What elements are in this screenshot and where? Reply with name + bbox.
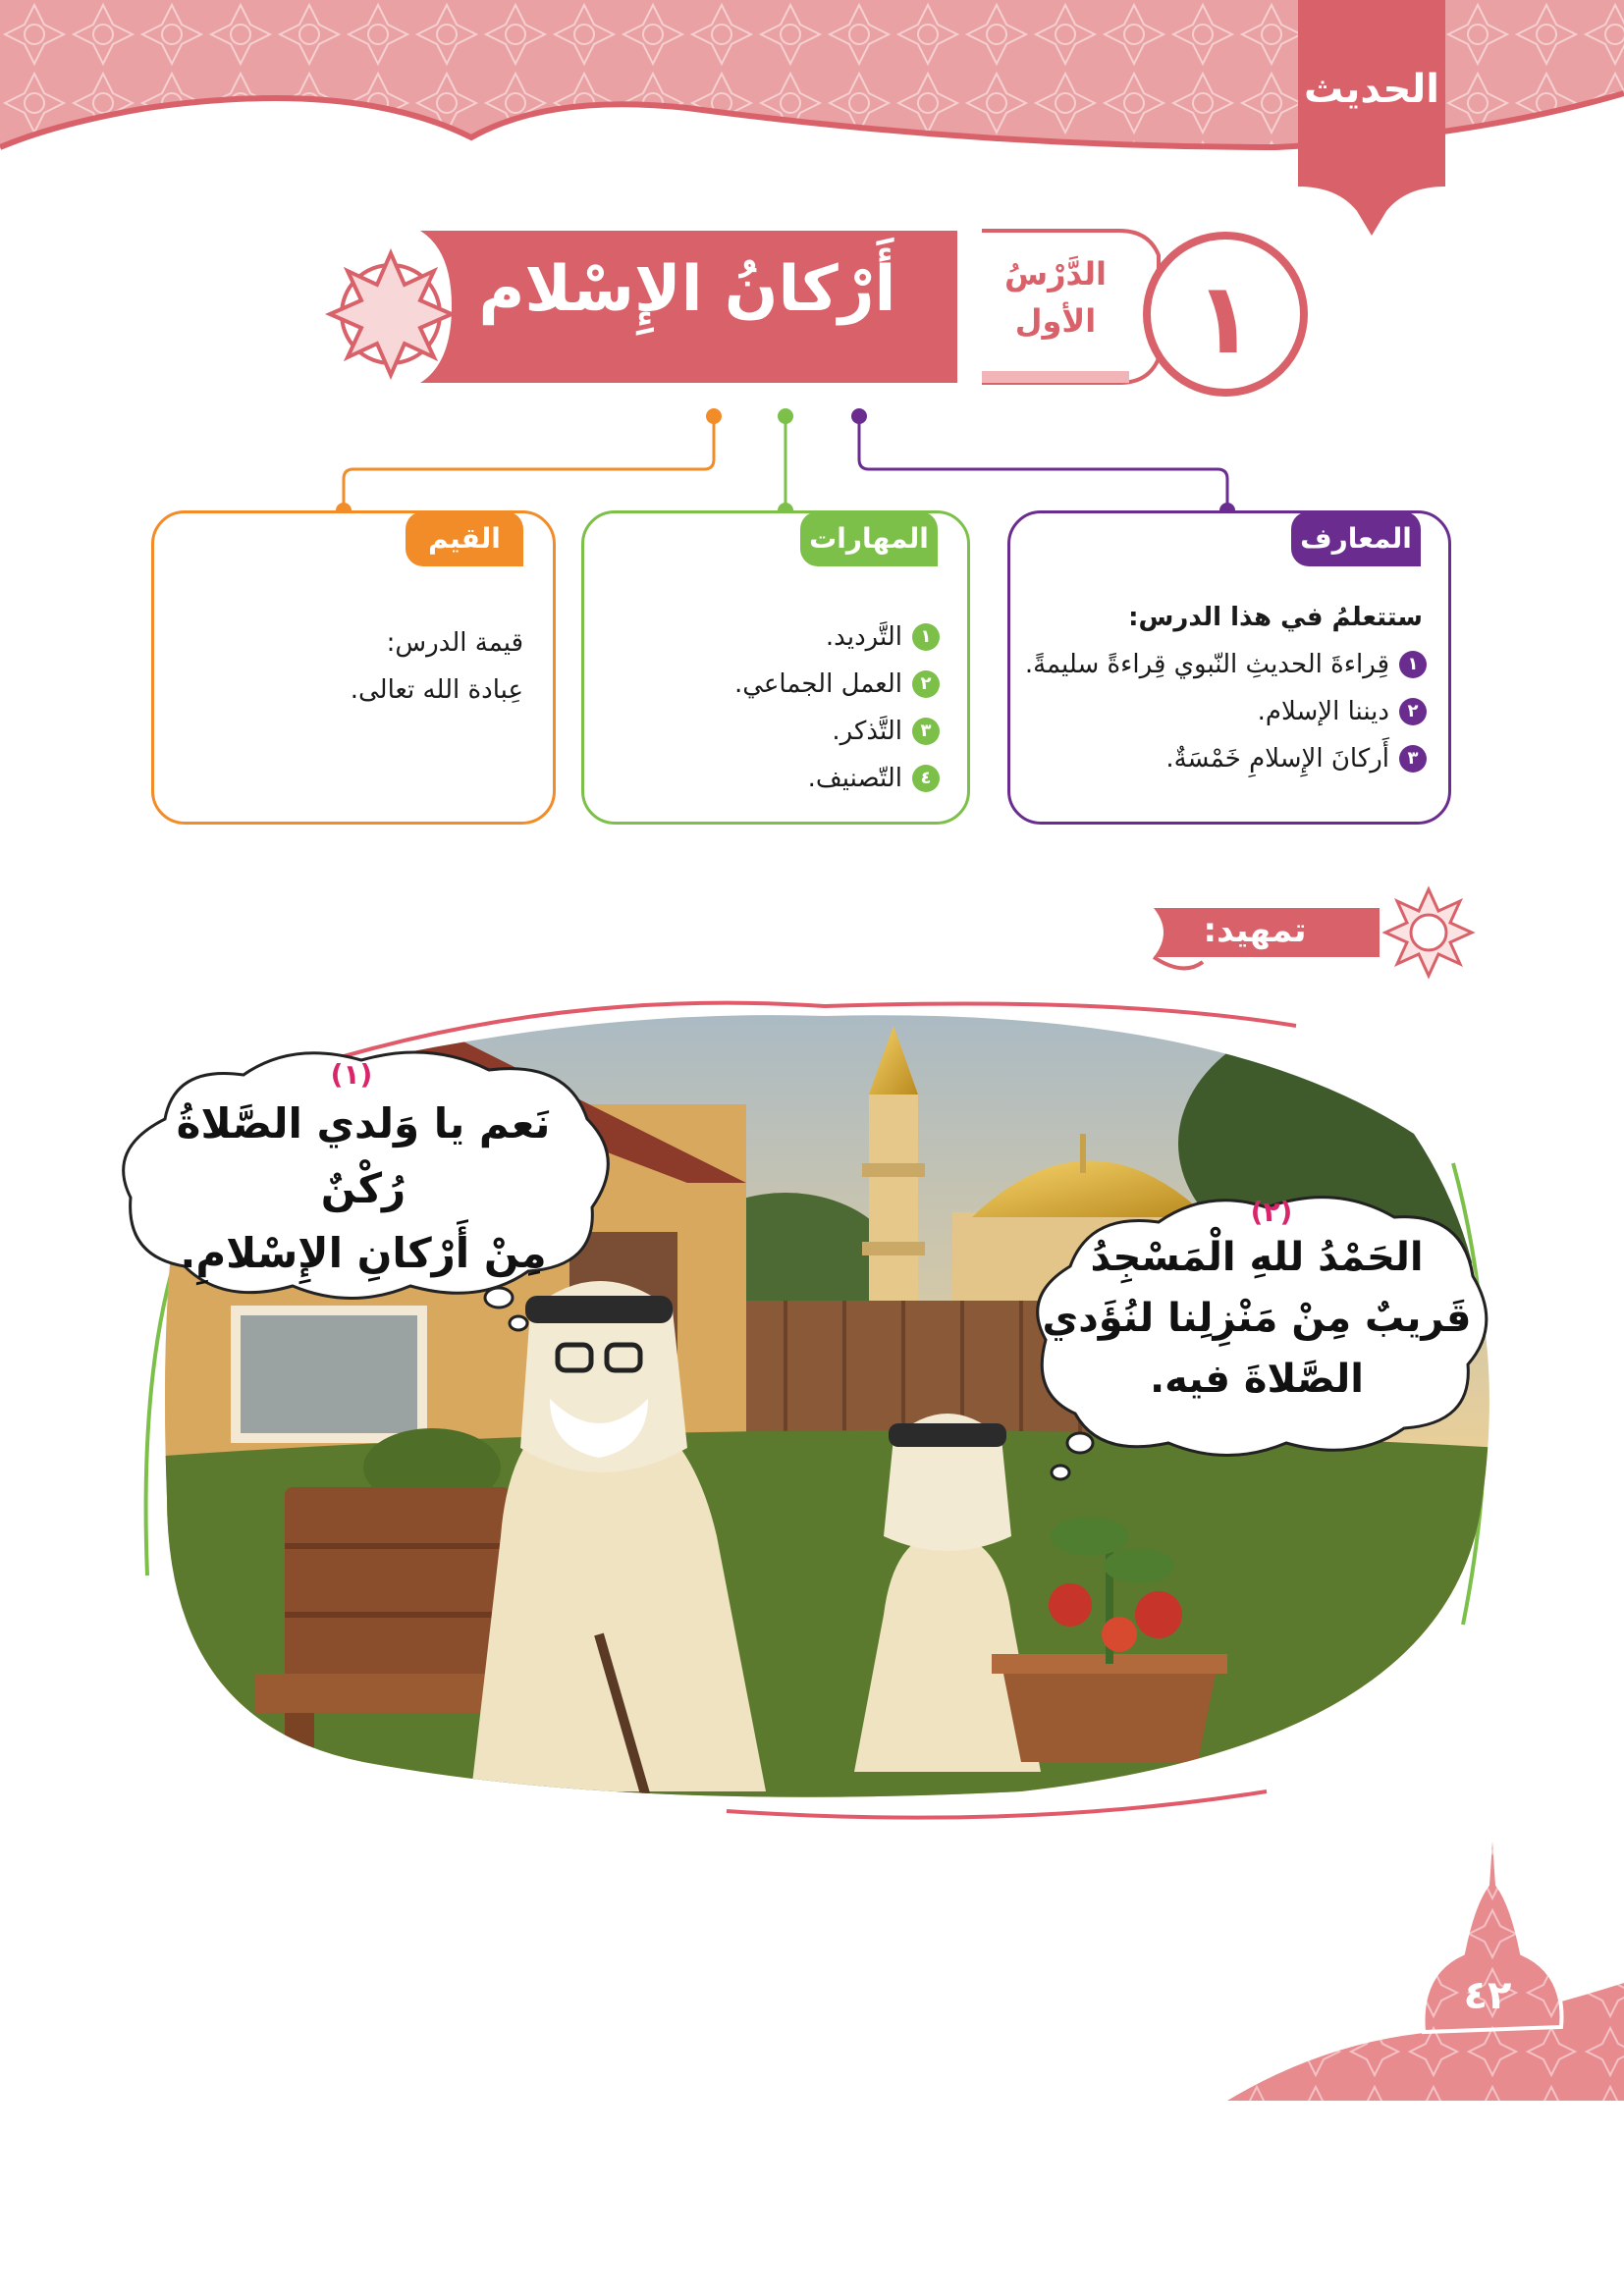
knowledge-intro: ستتعلمُ في هذا الدرس: — [1128, 603, 1423, 632]
bubble-2-number: (٢) — [1250, 1196, 1293, 1228]
bubble-2-text — [1041, 1227, 1473, 1410]
connector-lines — [324, 402, 1257, 520]
intro-label: تمهيد: — [1203, 911, 1307, 950]
skills-item-text: التّصنيف. — [807, 764, 902, 793]
knowledge-box — [1007, 510, 1451, 825]
bubble-2-line3: الصَّلاةَ فيه. — [1149, 1357, 1365, 1402]
knowledge-item-text: ديننا الإسلام. — [1257, 697, 1389, 726]
knowledge-item-text: أَركانَ الإِسلامِ خَمْسَةٌ. — [1165, 744, 1389, 774]
knowledge-item — [1024, 688, 1427, 735]
values-line1: قيمة الدرس: — [386, 628, 523, 658]
lesson-number: ١ — [1194, 261, 1255, 376]
values-box — [151, 510, 556, 825]
skills-tag: المهارات — [800, 511, 938, 566]
skills-item — [606, 755, 940, 802]
knowledge-tag: المعارف — [1291, 511, 1421, 566]
bubble-1-text — [128, 1092, 599, 1286]
values-line2: عِبادة الله تعالى. — [350, 675, 523, 705]
skills-body — [606, 614, 940, 802]
number-badge: ٣ — [1399, 745, 1427, 773]
skills-item — [606, 614, 940, 661]
skills-box — [581, 510, 970, 825]
skills-item-text: العمل الجماعي. — [733, 669, 902, 699]
knowledge-item-text: قِراءةَ الحديثِ النّبوي قِراءةً سليمةً. — [1024, 650, 1389, 679]
number-badge: ١ — [1399, 651, 1427, 678]
values-body — [180, 619, 523, 714]
number-badge: ٣ — [912, 718, 940, 745]
knowledge-item — [1024, 735, 1427, 782]
bubble-2-line2: قَريبٌ مِنْ مَنْزِلِنا لنُؤَدي — [1042, 1296, 1472, 1341]
number-badge: ٤ — [912, 765, 940, 792]
bubble-1-line1: نَعم يا وَلدي الصَّلاةُ رُكْنٌ — [176, 1099, 551, 1212]
lesson-label-line1: الدَّرْسُ — [1003, 255, 1108, 293]
skills-item-text: التَّذكر. — [832, 717, 902, 746]
lesson-title: أَرْكانُ الإِسْلام — [478, 253, 896, 326]
values-tag: القيم — [406, 511, 523, 566]
knowledge-item — [1024, 641, 1427, 688]
page-number: ٤٢ — [1463, 1973, 1512, 2018]
skills-item-text: التَّرديد. — [825, 622, 902, 652]
lesson-label-line2: الأول — [1014, 302, 1097, 340]
number-badge: ١ — [912, 623, 940, 651]
lesson-label — [982, 250, 1129, 345]
subject-tab — [1298, 0, 1445, 236]
number-badge: ٢ — [912, 670, 940, 698]
number-badge: ٢ — [1399, 698, 1427, 725]
knowledge-body — [1024, 594, 1427, 782]
bubble-2-line1: الحَمْدُ للهِ الْمَسْجِدُ — [1090, 1235, 1424, 1280]
bubble-1-number: (١) — [330, 1058, 373, 1091]
skills-item — [606, 708, 940, 755]
skills-item — [606, 661, 940, 708]
bubble-1-line2: مِنْ أَرْكانِ الإِسْلامِ. — [180, 1229, 547, 1277]
bottom-corner-decoration — [1227, 1787, 1624, 2101]
subject-label: الحديث — [1303, 67, 1440, 112]
